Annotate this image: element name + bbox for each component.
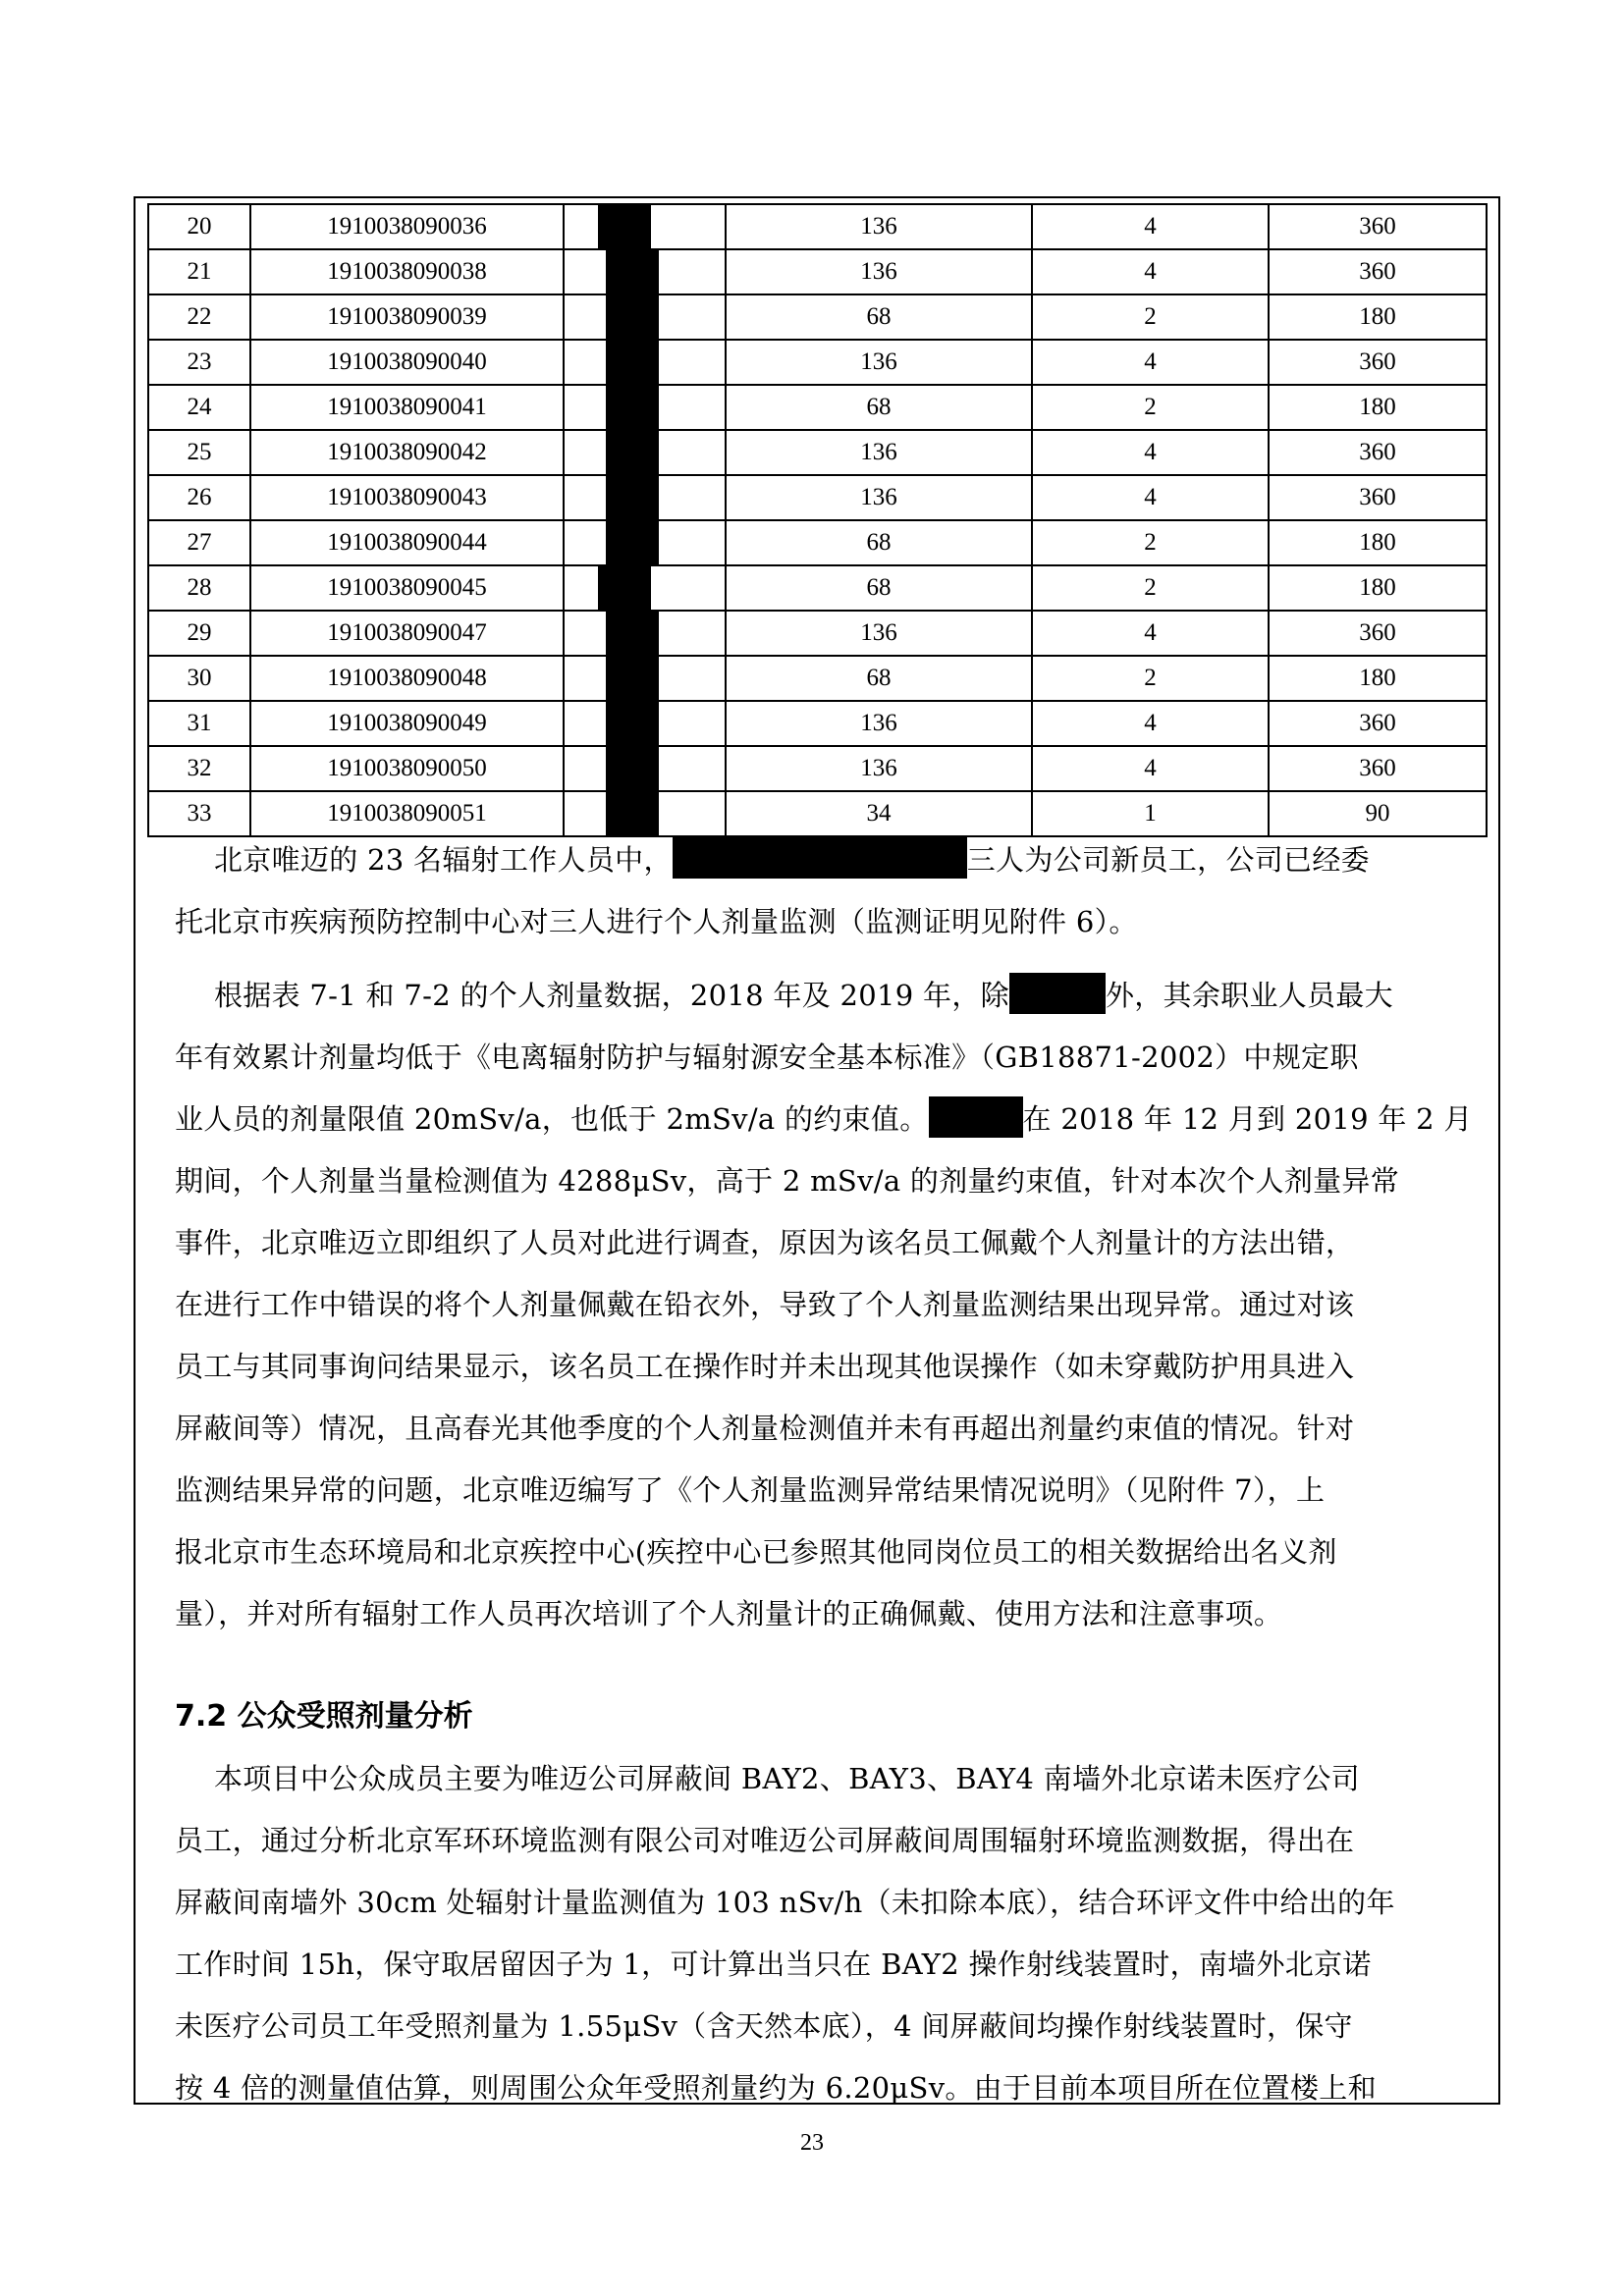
dose-value-cell: 136 [726,701,1032,746]
dose-value-cell: 34 [726,791,1032,836]
name-cell [564,746,726,791]
table-row [148,249,1487,294]
row-number-cell: 33 [148,791,250,836]
paragraph-new-staff-line2: 托北京市疾病预防控制中心对三人进行个人剂量监测（监测证明见附件 6）。 [175,905,1138,938]
id-number-cell: 1910038090042 [250,430,564,475]
dose-data-table [147,203,1488,837]
redacted-name-bar [598,205,651,248]
quarter-count-cell: 4 [1032,204,1269,249]
name-cell [564,611,726,656]
paragraph-dose-analysis-line10: 报北京市生态环境局和北京疾控中心(疾控中心已参照其他同岗位员工的相关数据给出名义剂 [175,1535,1337,1569]
paragraph-public-dose-line2: 员工，通过分析北京军环环境监测有限公司对唯迈公司屏蔽间周围辐射环境监测数据，得出在 [175,1824,1355,1857]
dose-value-cell: 68 [726,656,1032,701]
name-cell [564,385,726,430]
redacted-name-bar [606,250,659,294]
id-number-cell: 1910038090050 [250,746,564,791]
id-number-cell: 1910038090039 [250,294,564,340]
dose-value-cell: 136 [726,204,1032,249]
row-number-cell: 30 [148,656,250,701]
quarter-count-cell: 2 [1032,520,1269,565]
redacted-name-bar [606,431,659,474]
paragraph-public-dose-line4: 工作时间 15h，保守取居留因子为 1，可计算出当只在 BAY2 操作射线装置时，南墙外北京诺 [175,1948,1372,1981]
redacted-name-bar [606,612,659,655]
section-heading: 7.2 公众受照剂量分析 [175,1699,473,1734]
days-cell: 180 [1269,385,1487,430]
paragraph-dose-analysis-line5: 事件，北京唯迈立即组织了人员对此进行调查，原因为该名员工佩戴个人剂量计的方法出错， [175,1226,1355,1259]
days-cell: 360 [1269,430,1487,475]
paragraph-dose-analysis-line11: 量），并对所有辐射工作人员再次培训了个人剂量计的正确佩戴、使用方法和注意事项。 [175,1597,1283,1630]
redacted-name-bar [606,521,659,564]
quarter-count-cell: 4 [1032,430,1269,475]
dose-value-cell: 68 [726,294,1032,340]
id-number-cell: 1910038090051 [250,791,564,836]
quarter-count-cell: 4 [1032,701,1269,746]
quarter-count-cell: 2 [1032,294,1269,340]
redacted-name-block [1009,973,1106,1014]
name-cell [564,294,726,340]
dose-value-cell: 136 [726,746,1032,791]
paragraph-dose-analysis-line8: 屏蔽间等）情况，且高春光其他季度的个人剂量检测值并未有再超出剂量约束值的情况。针对 [175,1412,1355,1445]
name-cell [564,565,726,611]
paragraph-new-staff-line1: 北京唯迈的 23 名辐射工作人员中， 三人为公司新员工，公司已经委 [214,829,1487,891]
dose-value-cell: 136 [726,430,1032,475]
id-number-cell: 1910038090041 [250,385,564,430]
days-cell: 180 [1269,565,1487,611]
paragraph-dose-analysis-line7: 员工与其同事询问结果显示，该名员工在操作时并未出现其他误操作（如未穿戴防护用具进入 [175,1350,1355,1383]
row-number-cell: 28 [148,565,250,611]
table-row [148,475,1487,520]
row-number-cell: 29 [148,611,250,656]
days-cell: 360 [1269,475,1487,520]
table-row [148,565,1487,611]
dose-value-cell: 136 [726,249,1032,294]
row-number-cell: 25 [148,430,250,475]
id-number-cell: 1910038090045 [250,565,564,611]
row-number-cell: 27 [148,520,250,565]
paragraph-dose-analysis-line9: 监测结果异常的问题，北京唯迈编写了《个人剂量监测异常结果情况说明》（见附件 7），上 [175,1473,1326,1507]
quarter-count-cell: 4 [1032,340,1269,385]
dose-value-cell: 68 [726,520,1032,565]
row-number-cell: 22 [148,294,250,340]
dose-value-cell: 68 [726,385,1032,430]
table-row [148,430,1487,475]
paragraph-dose-analysis-line3: 业人员的剂量限值 20mSv/a，也低于 2mSv/a 的约束值。 在 2018 年 12 月到 2019 年 2 月 [175,1089,1487,1150]
table-row [148,656,1487,701]
name-cell [564,475,726,520]
paragraph-public-dose-line6: 按 4 倍的测量值估算，则周围公众年受照剂量约为 6.20μSv。由于目前本项目所在位置楼上和 [175,2071,1377,2105]
name-cell [564,340,726,385]
days-cell: 180 [1269,656,1487,701]
days-cell: 90 [1269,791,1487,836]
paragraph-public-dose-line5: 未医疗公司员工年受照剂量为 1.55μSv（含天然本底），4 间屏蔽间均操作射线装置时，保守 [175,2009,1353,2043]
name-cell [564,520,726,565]
name-cell [564,656,726,701]
table-row [148,746,1487,791]
row-number-cell: 24 [148,385,250,430]
paragraph-dose-analysis-line1: 根据表 7-1 和 7-2 的个人剂量数据，2018 年及 2019 年，除 外，其余职业人员最大 [214,965,1487,1027]
paragraph-dose-analysis-line2: 年有效累计剂量均低于《电离辐射防护与辐射源安全基本标准》（GB18871-2002）中规定职 [175,1041,1359,1074]
redacted-name-bar [598,566,651,610]
paragraph-dose-analysis-line6: 在进行工作中错误的将个人剂量佩戴在铅衣外，导致了个人剂量监测结果出现异常。通过对该 [175,1288,1355,1321]
row-number-cell: 32 [148,746,250,791]
quarter-count-cell: 1 [1032,791,1269,836]
redacted-name-bar [606,702,659,745]
redacted-name-bar [606,295,659,339]
redacted-name-bar [606,341,659,384]
paragraph-dose-analysis-line4: 期间，个人剂量当量检测值为 4288μSv，高于 2 mSv/a 的剂量约束值，针对本次个人剂量异常 [175,1164,1400,1198]
name-cell [564,701,726,746]
id-number-cell: 1910038090048 [250,656,564,701]
dose-value-cell: 136 [726,475,1032,520]
days-cell: 180 [1269,520,1487,565]
row-number-cell: 26 [148,475,250,520]
row-number-cell: 21 [148,249,250,294]
redacted-name-bar [606,476,659,519]
dose-value-cell: 68 [726,565,1032,611]
quarter-count-cell: 4 [1032,249,1269,294]
days-cell: 360 [1269,340,1487,385]
name-cell [564,249,726,294]
table-row [148,520,1487,565]
id-number-cell: 1910038090049 [250,701,564,746]
quarter-count-cell: 2 [1032,656,1269,701]
page-number: 23 [800,2130,824,2156]
dose-value-cell: 136 [726,611,1032,656]
days-cell: 360 [1269,746,1487,791]
quarter-count-cell: 4 [1032,746,1269,791]
days-cell: 180 [1269,294,1487,340]
days-cell: 360 [1269,249,1487,294]
id-number-cell: 1910038090044 [250,520,564,565]
row-number-cell: 23 [148,340,250,385]
name-cell [564,204,726,249]
table-row [148,385,1487,430]
id-number-cell: 1910038090038 [250,249,564,294]
redacted-name-block [929,1096,1023,1138]
days-cell: 360 [1269,204,1487,249]
quarter-count-cell: 4 [1032,611,1269,656]
row-number-cell: 20 [148,204,250,249]
table-row [148,294,1487,340]
dose-value-cell: 136 [726,340,1032,385]
quarter-count-cell: 2 [1032,385,1269,430]
redacted-name-bar [606,657,659,700]
redacted-name-bar [606,386,659,429]
id-number-cell: 1910038090040 [250,340,564,385]
quarter-count-cell: 4 [1032,475,1269,520]
table-row [148,204,1487,249]
days-cell: 360 [1269,701,1487,746]
id-number-cell: 1910038090047 [250,611,564,656]
id-number-cell: 1910038090043 [250,475,564,520]
table-row [148,340,1487,385]
table-row [148,611,1487,656]
paragraph-public-dose-line3: 屏蔽间南墙外 30cm 处辐射计量监测值为 103 nSv/h（未扣除本底），结合环评文件中给出的年 [175,1886,1395,1919]
row-number-cell: 31 [148,701,250,746]
redacted-name-bar [606,747,659,790]
paragraph-public-dose-line1: 本项目中公众成员主要为唯迈公司屏蔽间 BAY2、BAY3、BAY4 南墙外北京诺未医疗公司 [214,1762,1360,1795]
quarter-count-cell: 2 [1032,565,1269,611]
table-row [148,701,1487,746]
id-number-cell: 1910038090036 [250,204,564,249]
name-cell [564,430,726,475]
redacted-names-block [673,837,967,879]
days-cell: 360 [1269,611,1487,656]
